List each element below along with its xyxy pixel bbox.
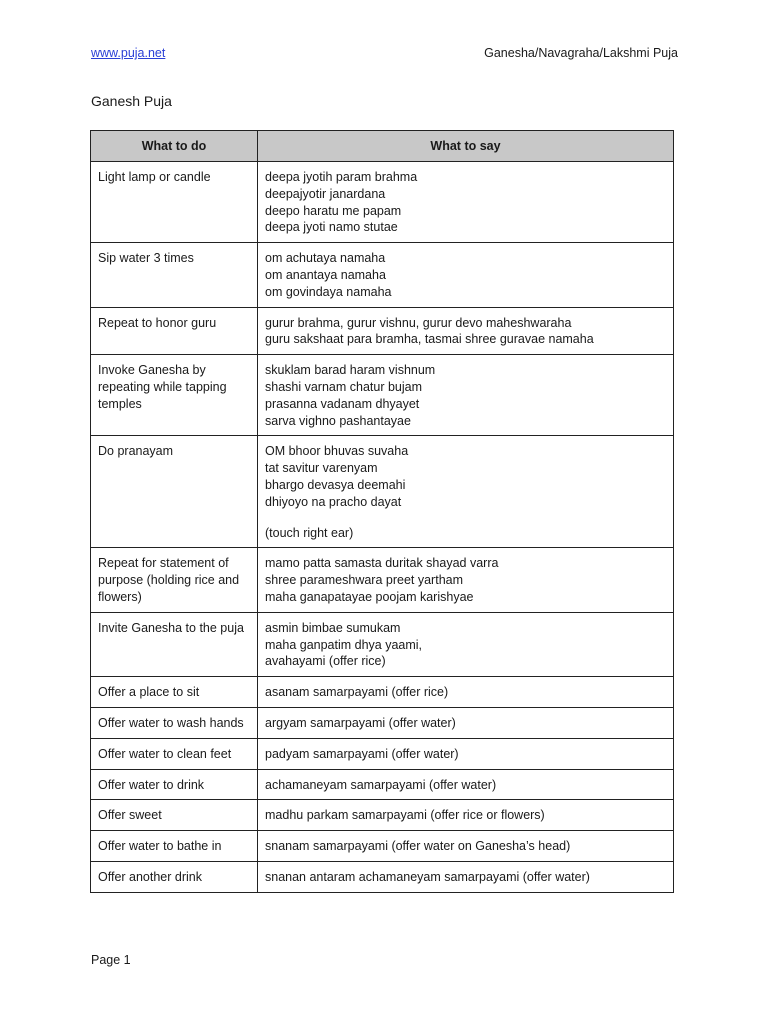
what-to-do-cell: Repeat to honor guru bbox=[91, 307, 258, 355]
mantra-line: OM bhoor bhuvas suvaha bbox=[265, 444, 409, 459]
site-link[interactable]: www.puja.net bbox=[91, 46, 166, 60]
table-row bbox=[91, 548, 674, 612]
what-to-say-cell bbox=[258, 800, 674, 831]
mantra-line: om achutaya namaha bbox=[265, 251, 386, 266]
mantra-line: deepo haratu me papam bbox=[265, 203, 402, 218]
mantra-line: om govindaya namaha bbox=[265, 284, 392, 299]
what-to-do-cell: Invite Ganesha to the puja bbox=[91, 612, 258, 676]
what-to-say-cell bbox=[258, 612, 674, 676]
mantra-line: deepajyotir janardana bbox=[265, 186, 386, 201]
mantra-line: sarva vighno pashantayae bbox=[265, 413, 411, 428]
what-to-say-cell bbox=[258, 769, 674, 800]
what-to-say-cell bbox=[258, 436, 674, 548]
what-to-do-cell: Offer water to clean feet bbox=[91, 738, 258, 769]
what-to-say-cell bbox=[258, 831, 674, 862]
mantra-line: shree parameshwara preet yartham bbox=[265, 573, 464, 588]
table-row bbox=[91, 162, 674, 243]
what-to-do-cell: Offer a place to sit bbox=[91, 677, 258, 708]
table-row bbox=[91, 738, 674, 769]
table-row bbox=[91, 355, 674, 436]
mantra-line: bhargo devasya deemahi bbox=[265, 477, 406, 492]
what-to-do-cell: Light lamp or candle bbox=[91, 162, 258, 243]
mantra-line: om anantaya namaha bbox=[265, 267, 386, 282]
mantra-line: tat savitur varenyam bbox=[265, 461, 378, 476]
what-to-say-cell bbox=[258, 548, 674, 612]
instruction-note: (touch right ear) bbox=[265, 525, 354, 540]
what-to-say-cell bbox=[258, 707, 674, 738]
table-row bbox=[91, 612, 674, 676]
mantra-line: avahayami (offer rice) bbox=[265, 654, 386, 669]
mantra-line: snanan antaram achamaneyam samarpayami (offer water) bbox=[265, 869, 590, 884]
mantra-line: snanam samarpayami (offer water on Ganesha’s head) bbox=[265, 839, 571, 854]
column-header-what-to-do: What to do bbox=[91, 131, 258, 162]
what-to-do-cell: Invoke Ganesha by repeating while tapping temples bbox=[91, 355, 258, 436]
table-header-row bbox=[91, 131, 674, 162]
what-to-say-cell bbox=[258, 243, 674, 307]
mantra-line: maha ganapatayae poojam karishyae bbox=[265, 589, 474, 604]
mantra-line: shashi varnam chatur bujam bbox=[265, 379, 423, 394]
what-to-do-cell: Offer another drink bbox=[91, 861, 258, 892]
mantra-line: argyam samarpayami (offer water) bbox=[265, 715, 456, 730]
what-to-say-cell bbox=[258, 861, 674, 892]
table-row bbox=[91, 800, 674, 831]
mantra-line: skuklam barad haram vishnum bbox=[265, 363, 436, 378]
mantra-line: dhiyoyo na pracho dayat bbox=[265, 494, 402, 509]
table-row bbox=[91, 707, 674, 738]
column-header-what-to-say: What to say bbox=[258, 131, 674, 162]
what-to-say-cell bbox=[258, 307, 674, 355]
mantra-line: maha ganpatim dhya yaami, bbox=[265, 637, 423, 652]
what-to-do-cell: Repeat for statement of purpose (holding rice and flowers) bbox=[91, 548, 258, 612]
what-to-do-cell: Do pranayam bbox=[91, 436, 258, 548]
document-subject: Ganesha/Navagraha/Lakshmi Puja bbox=[484, 46, 678, 60]
mantra-line: mamo patta samasta duritak shayad varra bbox=[265, 556, 499, 571]
mantra-line: deepa jyoti namo stutae bbox=[265, 220, 398, 235]
mantra-line: prasanna vadanam dhyayet bbox=[265, 396, 420, 411]
page-title: Ganesh Puja bbox=[91, 93, 172, 109]
what-to-do-cell: Offer water to wash hands bbox=[91, 707, 258, 738]
what-to-say-cell bbox=[258, 162, 674, 243]
what-to-say-cell bbox=[258, 677, 674, 708]
table-row bbox=[91, 677, 674, 708]
table-row bbox=[91, 769, 674, 800]
what-to-do-cell: Offer sweet bbox=[91, 800, 258, 831]
mantra-line: gurur brahma, gurur vishnu, gurur devo maheshwaraha bbox=[265, 315, 572, 330]
what-to-do-cell: Offer water to bathe in bbox=[91, 831, 258, 862]
what-to-say-cell bbox=[258, 355, 674, 436]
mantra-line: guru sakshaat para bramha, tasmai shree guravae namaha bbox=[265, 332, 594, 347]
puja-table bbox=[90, 130, 674, 893]
table-row bbox=[91, 436, 674, 548]
what-to-say-cell bbox=[258, 738, 674, 769]
mantra-line: deepa jyotih param brahma bbox=[265, 170, 418, 184]
mantra-line: achamaneyam samarpayami (offer water) bbox=[265, 777, 497, 792]
what-to-do-cell: Sip water 3 times bbox=[91, 243, 258, 307]
what-to-do-cell: Offer water to drink bbox=[91, 769, 258, 800]
table-body bbox=[91, 162, 674, 893]
page-number: Page 1 bbox=[91, 953, 131, 967]
table-row bbox=[91, 831, 674, 862]
table-row bbox=[91, 243, 674, 307]
mantra-line: asmin bimbae sumukam bbox=[265, 620, 401, 635]
table-row bbox=[91, 307, 674, 355]
mantra-line: madhu parkam samarpayami (offer rice or flowers) bbox=[265, 808, 545, 823]
table-row bbox=[91, 861, 674, 892]
mantra-line: asanam samarpayami (offer rice) bbox=[265, 685, 449, 700]
spacer bbox=[265, 511, 667, 525]
mantra-line: padyam samarpayami (offer water) bbox=[265, 746, 459, 761]
